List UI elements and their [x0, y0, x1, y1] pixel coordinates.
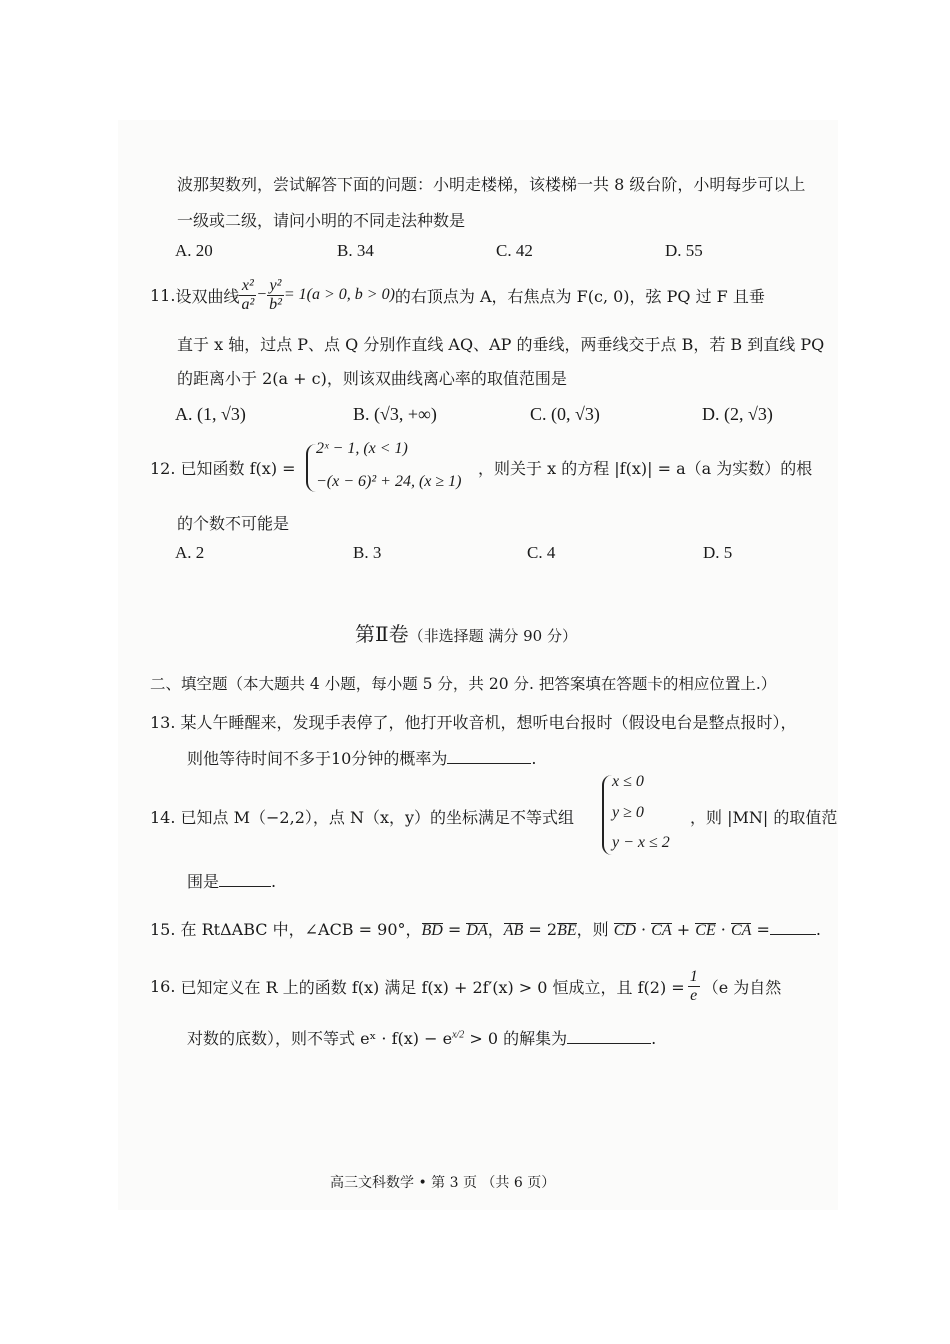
q14-line2-text: 围是	[187, 872, 220, 891]
q12-option-d: D. 5	[703, 543, 733, 562]
q14-stem-pre	[150, 805, 574, 828]
q15-plus: +	[671, 920, 696, 939]
q13-number: 13.	[150, 713, 176, 732]
q14-brace	[602, 775, 612, 855]
q11-frac1-denominator: a²	[241, 295, 255, 313]
q11-fraction-y	[267, 277, 284, 313]
q15-period: .	[815, 920, 822, 939]
q14-ineq1: x ≤ 0	[612, 773, 644, 790]
q15-number: 15.	[150, 920, 176, 939]
q15-dot1: ·	[635, 920, 652, 939]
q16-answer-blank	[567, 1043, 651, 1044]
q11-line2: 直于 x 轴，过点 P、点 Q 分别作直线 AQ、AP 的垂线，两垂线交于点 B，若 B 到直线 PQ	[177, 335, 825, 354]
q13-period: .	[531, 749, 537, 768]
q14-answer-blank	[219, 886, 271, 887]
q15-vector-be: BE	[557, 922, 577, 939]
q10-option-b: B. 34	[337, 241, 374, 260]
q12-line2: 的个数不可能是	[177, 514, 290, 533]
q13-line2-text: 则他等待时间不多于10分钟的概率为	[187, 749, 448, 768]
q10-line1: 波那契数列，尝试解答下面的问题：小明走楼梯，该楼梯一共 8 级台阶，小明每步可以上	[177, 175, 806, 194]
q10-line2: 一级或二级，请问小明的不同走法种数是	[177, 211, 466, 230]
q12-option-a: A. 2	[175, 543, 205, 562]
q11-condition: = 1(a > 0, b > 0)	[283, 286, 395, 304]
q16-line2	[187, 1026, 656, 1049]
q11-stem-post: 的右顶点为 A，右焦点为 F(c, 0)，弦 PQ 过 F 且垂	[394, 286, 765, 306]
q16-frac-numerator: 1	[689, 968, 698, 985]
q12-option-c: C. 4	[527, 543, 556, 562]
q16-exponent: x/2	[452, 1029, 465, 1041]
q16-stem-pre: 已知定义在 R 上的函数 f(x) 满足 f(x) + 2f′(x) > 0 恒成立，且 f(2) =	[180, 977, 685, 997]
q11-stem-pre: 设双曲线	[175, 286, 240, 306]
q12-case1: 2ˣ − 1, (x < 1)	[316, 440, 408, 457]
q12-stem-pre-text: 已知函数 f(x) =	[180, 459, 296, 478]
q15-vector-ab: AB	[503, 922, 524, 939]
q14-stem-post: ，则 |MN| 的取值范	[690, 808, 838, 827]
q16-line2-post: > 0 的解集为	[464, 1029, 568, 1048]
section2-title-main: 第Ⅱ卷	[355, 622, 409, 646]
q15-eq3: =	[751, 920, 770, 939]
page-footer: 高三文科数学 • 第 3 页 （共 6 页）	[330, 1175, 556, 1191]
q16-frac-denominator: e	[690, 986, 698, 1004]
q14-stem-pre-text: 已知点 M（−2,2），点 N（x，y）的坐标满足不等式组	[180, 808, 575, 827]
q16-period: .	[651, 1029, 657, 1048]
q13-text: 某人午睡醒来，发现手表停了，他打开收音机，想听电台报时（假设电台是整点报时），	[180, 713, 797, 732]
q11-stem	[150, 277, 765, 313]
q13-line2	[187, 746, 536, 769]
q10-option-d: D. 55	[665, 241, 703, 260]
q11-option-a: A. (1, √3)	[175, 404, 246, 424]
section2-title	[355, 618, 577, 647]
q12-option-b: B. 3	[353, 543, 382, 562]
q16-number: 16.	[150, 976, 176, 996]
q13-line1	[150, 710, 797, 733]
q14-line2	[187, 869, 276, 892]
q11-number: 11.	[150, 285, 176, 305]
q14-number: 14.	[150, 808, 176, 827]
q14-ineq2: y ≥ 0	[612, 804, 644, 821]
q16-line1	[150, 968, 781, 1004]
section2-heading: 二、填空题（本大题共 4 小题，每小题 5 分，共 20 分. 把答案填在答题卡的相应位置上.）	[150, 675, 777, 693]
q16-line2-pre: 对数的底数），则不等式 eˣ · f(x) − e	[187, 1029, 453, 1048]
q15-vector-cd: CD	[613, 922, 636, 939]
q11-minus: −	[256, 286, 268, 304]
q14-ineq3: y − x ≤ 2	[612, 834, 670, 851]
q15-line	[150, 917, 821, 940]
q12-case2: −(x − 6)² + 24, (x ≥ 1)	[316, 473, 462, 490]
q15-eq1: =	[442, 920, 467, 939]
q15-eq2: = 2	[523, 920, 558, 939]
q13-answer-blank	[447, 763, 531, 764]
q14-period: .	[271, 872, 277, 891]
q15-vector-ca-1: CA	[651, 922, 672, 939]
q15-comma1: ，	[487, 920, 504, 939]
q15-answer-blank	[770, 934, 816, 935]
q15-dot2: ·	[715, 920, 731, 939]
section2-title-sub: （非选择题 满分 90 分）	[408, 627, 577, 645]
q15-vector-ca-2: CA	[730, 922, 752, 939]
q15-vector-bd: BD	[421, 922, 443, 939]
q12-brace	[306, 444, 316, 492]
q12-stem-post: ，则关于 x 的方程 |f(x)| = a（a 为实数）的根	[478, 459, 813, 478]
q11-option-b: B. (√3, +∞)	[353, 404, 437, 424]
q10-option-a: A. 20	[175, 241, 213, 260]
q11-line3: 的距离小于 2(a + c)，则该双曲线离心率的取值范围是	[177, 369, 567, 388]
q11-frac2-denominator: b²	[269, 295, 282, 313]
q12-number: 12.	[150, 459, 176, 478]
q16-stem-post: （e 为自然	[702, 977, 782, 997]
q15-comma2: ，则	[576, 920, 614, 939]
q15-vector-ce: CE	[695, 922, 716, 939]
q11-frac2-numerator: y²	[267, 277, 284, 296]
q10-option-c: C. 42	[496, 241, 533, 260]
q11-option-d: D. (2, √3)	[702, 404, 773, 424]
q15-vector-da: DA	[466, 922, 488, 939]
q16-fraction	[688, 968, 700, 1004]
q11-frac1-numerator: x²	[239, 277, 256, 296]
q11-fraction-x	[239, 277, 256, 313]
q12-stem-pre	[150, 456, 296, 479]
q15-text-a: 在 RtΔABC 中，∠ACB = 90°，	[180, 920, 422, 939]
q11-option-c: C. (0, √3)	[530, 404, 600, 424]
